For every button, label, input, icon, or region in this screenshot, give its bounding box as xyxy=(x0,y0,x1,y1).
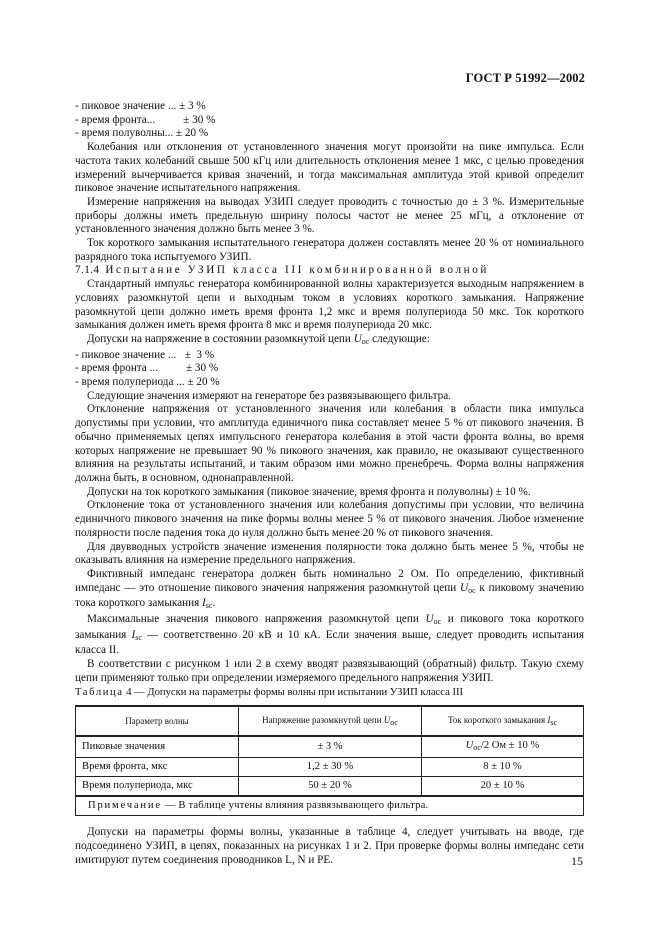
paragraph: Отклонение тока от установленного значения или колебания допустимы при условии, что величина единичного пикового значения на пике формы волны менее 5 % от пикового значения. Любое изменение полярности после падения тока до нуля должно быть менее 20 % от пикового значения. xyxy=(75,499,584,539)
text-span: к пиковому значению тока короткого замыкания xyxy=(75,581,584,610)
table-cell: 50 ± 20 % xyxy=(239,777,422,797)
subscript: oc xyxy=(468,585,476,595)
table-header-row xyxy=(76,706,584,736)
paragraph: Ток короткого замыкания испытательного генератора должен составлять менее 20 % от номинального разрядного тока испытуемого УЗИП. xyxy=(75,237,584,263)
table-row xyxy=(76,736,584,758)
subscript: oc xyxy=(390,717,398,727)
subscript: oc xyxy=(473,743,481,753)
table-cell: ± 3 % xyxy=(239,736,422,758)
table-note-row xyxy=(76,796,584,816)
text-span: /2 Ом ± 10 % xyxy=(480,740,540,752)
table-cell xyxy=(422,736,584,758)
tolerance-table xyxy=(75,705,584,816)
text-span: . xyxy=(212,597,216,610)
text-span: Напряжение разомкнутой цепи xyxy=(262,714,384,725)
symbol: U xyxy=(459,581,469,594)
symbol: U xyxy=(383,714,391,725)
table-cell: Пиковые значения xyxy=(76,736,239,758)
paragraph: В соответствии с рисунком 1 или 2 в схему вводят развязывающий (обратный) фильтр. Такую схему цепи применяют только при определении измеряемого предельного напряжения УЗИП. xyxy=(75,658,584,684)
list-item: - время фронта... ± 30 % xyxy=(75,113,216,126)
paragraph xyxy=(75,333,584,349)
caption-word: Таблица xyxy=(75,686,124,698)
table-cell: Время полупериода, мкс xyxy=(76,777,239,797)
paragraph: Стандартный импульс генератора комбинированной волны характеризуется выходным напряжением в условиях разомкнутой цепи и выходным током в условиях короткого замыкания. Напряжение разомкнутой цепи должно иметь время фронта 1,2 мкс и время полупериода 50 мкс. Ток короткого замыкания должен иметь время фронта 8 мкс и время полупериода 20 мкс. xyxy=(75,278,584,332)
document-code: ГОСТ Р 51992—2002 xyxy=(465,71,585,85)
note-word: Примечание xyxy=(88,800,162,812)
subscript: sc xyxy=(135,632,142,642)
subscript: sc xyxy=(205,601,213,611)
list-item: - время полуволны... ± 20 % xyxy=(75,127,209,140)
list-item: - пиковое значение ... ± 3 % xyxy=(75,348,215,361)
paragraph xyxy=(75,568,584,613)
table-caption xyxy=(75,686,584,700)
paragraph: Отклонение напряжения от установленного значения или колебания в области пика импульса допустимы при условии, что амплитуда единичного пика составляет менее 5 % от пикового значения. В обычно применяемых цепях импульсного генератора колебания в этой части фронта волны, во время которых напряжение не превышает 90 % пикового значения, как правило, не оказывают существенного влияния на результаты испытаний, и таким образом ими можно пренебречь. Форма волны напряжения должна быть, в основном, однонаправленной. xyxy=(75,403,584,484)
list-item: - время фронта ... ± 30 % xyxy=(75,362,219,375)
symbol: I xyxy=(547,714,551,725)
text-span: Максимальные значения пикового напряжения разомкнутой цепи xyxy=(87,613,426,626)
text-span: следующие: xyxy=(369,332,430,345)
table-cell: 20 ± 10 % xyxy=(422,777,584,797)
text-span: Ток короткого замыкания xyxy=(447,714,548,725)
symbol: I xyxy=(202,597,206,610)
page-content xyxy=(75,100,584,867)
text-span: Допуски на напряжение в состоянии разомкнутой цепи xyxy=(87,332,354,345)
symbol: U xyxy=(425,613,434,626)
subscript: sc xyxy=(550,717,558,727)
paragraph: Допуски на параметры формы волны, указанные в таблице 4, следует учитывать на вводе, где подсоединено УЗИП, в цепях, показанных на рисунках 1 и 2. При проверке формы волны импеданс сети имитируют путем соединения проводников L, N и PE. xyxy=(75,826,584,866)
symbol: U xyxy=(465,740,474,752)
table-note xyxy=(76,796,584,816)
list-item: - пиковое значение ... ± 3 % xyxy=(75,100,206,112)
column-header xyxy=(239,706,422,736)
paragraph: Измерение напряжения на выводах УЗИП следует проводить с точностью до ± 3 %. Измерительные приборы должны иметь предельную ширину полосы частот не менее 25 мГц, а отклонение от установленного значения должно быть менее 3 %. xyxy=(75,195,584,236)
section-heading xyxy=(75,264,584,278)
symbol: I xyxy=(131,628,136,641)
section-number: 7.1.4 xyxy=(75,264,100,277)
note-text: — В таблице учтены влияния развязывающего фильтра. xyxy=(161,800,429,812)
subscript: oc xyxy=(361,336,370,346)
section-title: Испытание УЗИП класса III комбинированной волной xyxy=(105,264,489,277)
paragraph: Допуски на ток короткого замыкания (пиковое значение, время фронта и полуволны) ± 10 %. xyxy=(87,485,531,498)
subscript: oc xyxy=(433,617,442,627)
caption-text: 4 — Допуски на параметры формы волны при испытании УЗИП класса III xyxy=(123,686,464,698)
table-cell: 1,2 ± 30 % xyxy=(239,758,422,777)
table-cell: Время фронта, мкс xyxy=(76,758,239,777)
text-span: — соответственно 20 кВ и 10 кА. Если значения выше, следует проводить испытания класса II. xyxy=(75,628,584,657)
paragraph: Следующие значения измеряют на генераторе без развязывающего фильтра. xyxy=(87,389,451,402)
table-cell: 8 ± 10 % xyxy=(422,758,584,777)
table-row xyxy=(76,758,584,777)
list-item: - время полупериода ... ± 20 % xyxy=(75,376,220,389)
page-number: 15 xyxy=(571,854,583,868)
symbol: U xyxy=(353,332,362,345)
paragraph: Колебания или отклонения от установленного значения могут произойти на пике импульса. Если частота таких колебаний свыше 500 кГц или длительность отклонения менее 1 мкс, с целью проведения измерений вычерчивается кривая значений, и тогда максимальная амплитуда этой кривой определит пиковое значение испытательного напряжения. xyxy=(75,141,584,195)
table-row xyxy=(76,777,584,797)
paragraph xyxy=(75,613,584,658)
column-header: Параметр волны xyxy=(76,706,239,736)
text-span: и пикового тока короткого замыкания xyxy=(75,613,584,641)
column-header xyxy=(422,706,584,736)
paragraph: Для двувводных устройств значение изменения полярности тока должно быть менее 5 %, чтобы не оказывать влияния на измерение предельного напряжения. xyxy=(75,540,584,567)
text-span: Фиктивный импеданс генератора должен быть номинально 2 Ом. По определению, фиктивный импеданс — это отношение пикового значения напряжения разомкнутой цепи xyxy=(75,567,584,594)
